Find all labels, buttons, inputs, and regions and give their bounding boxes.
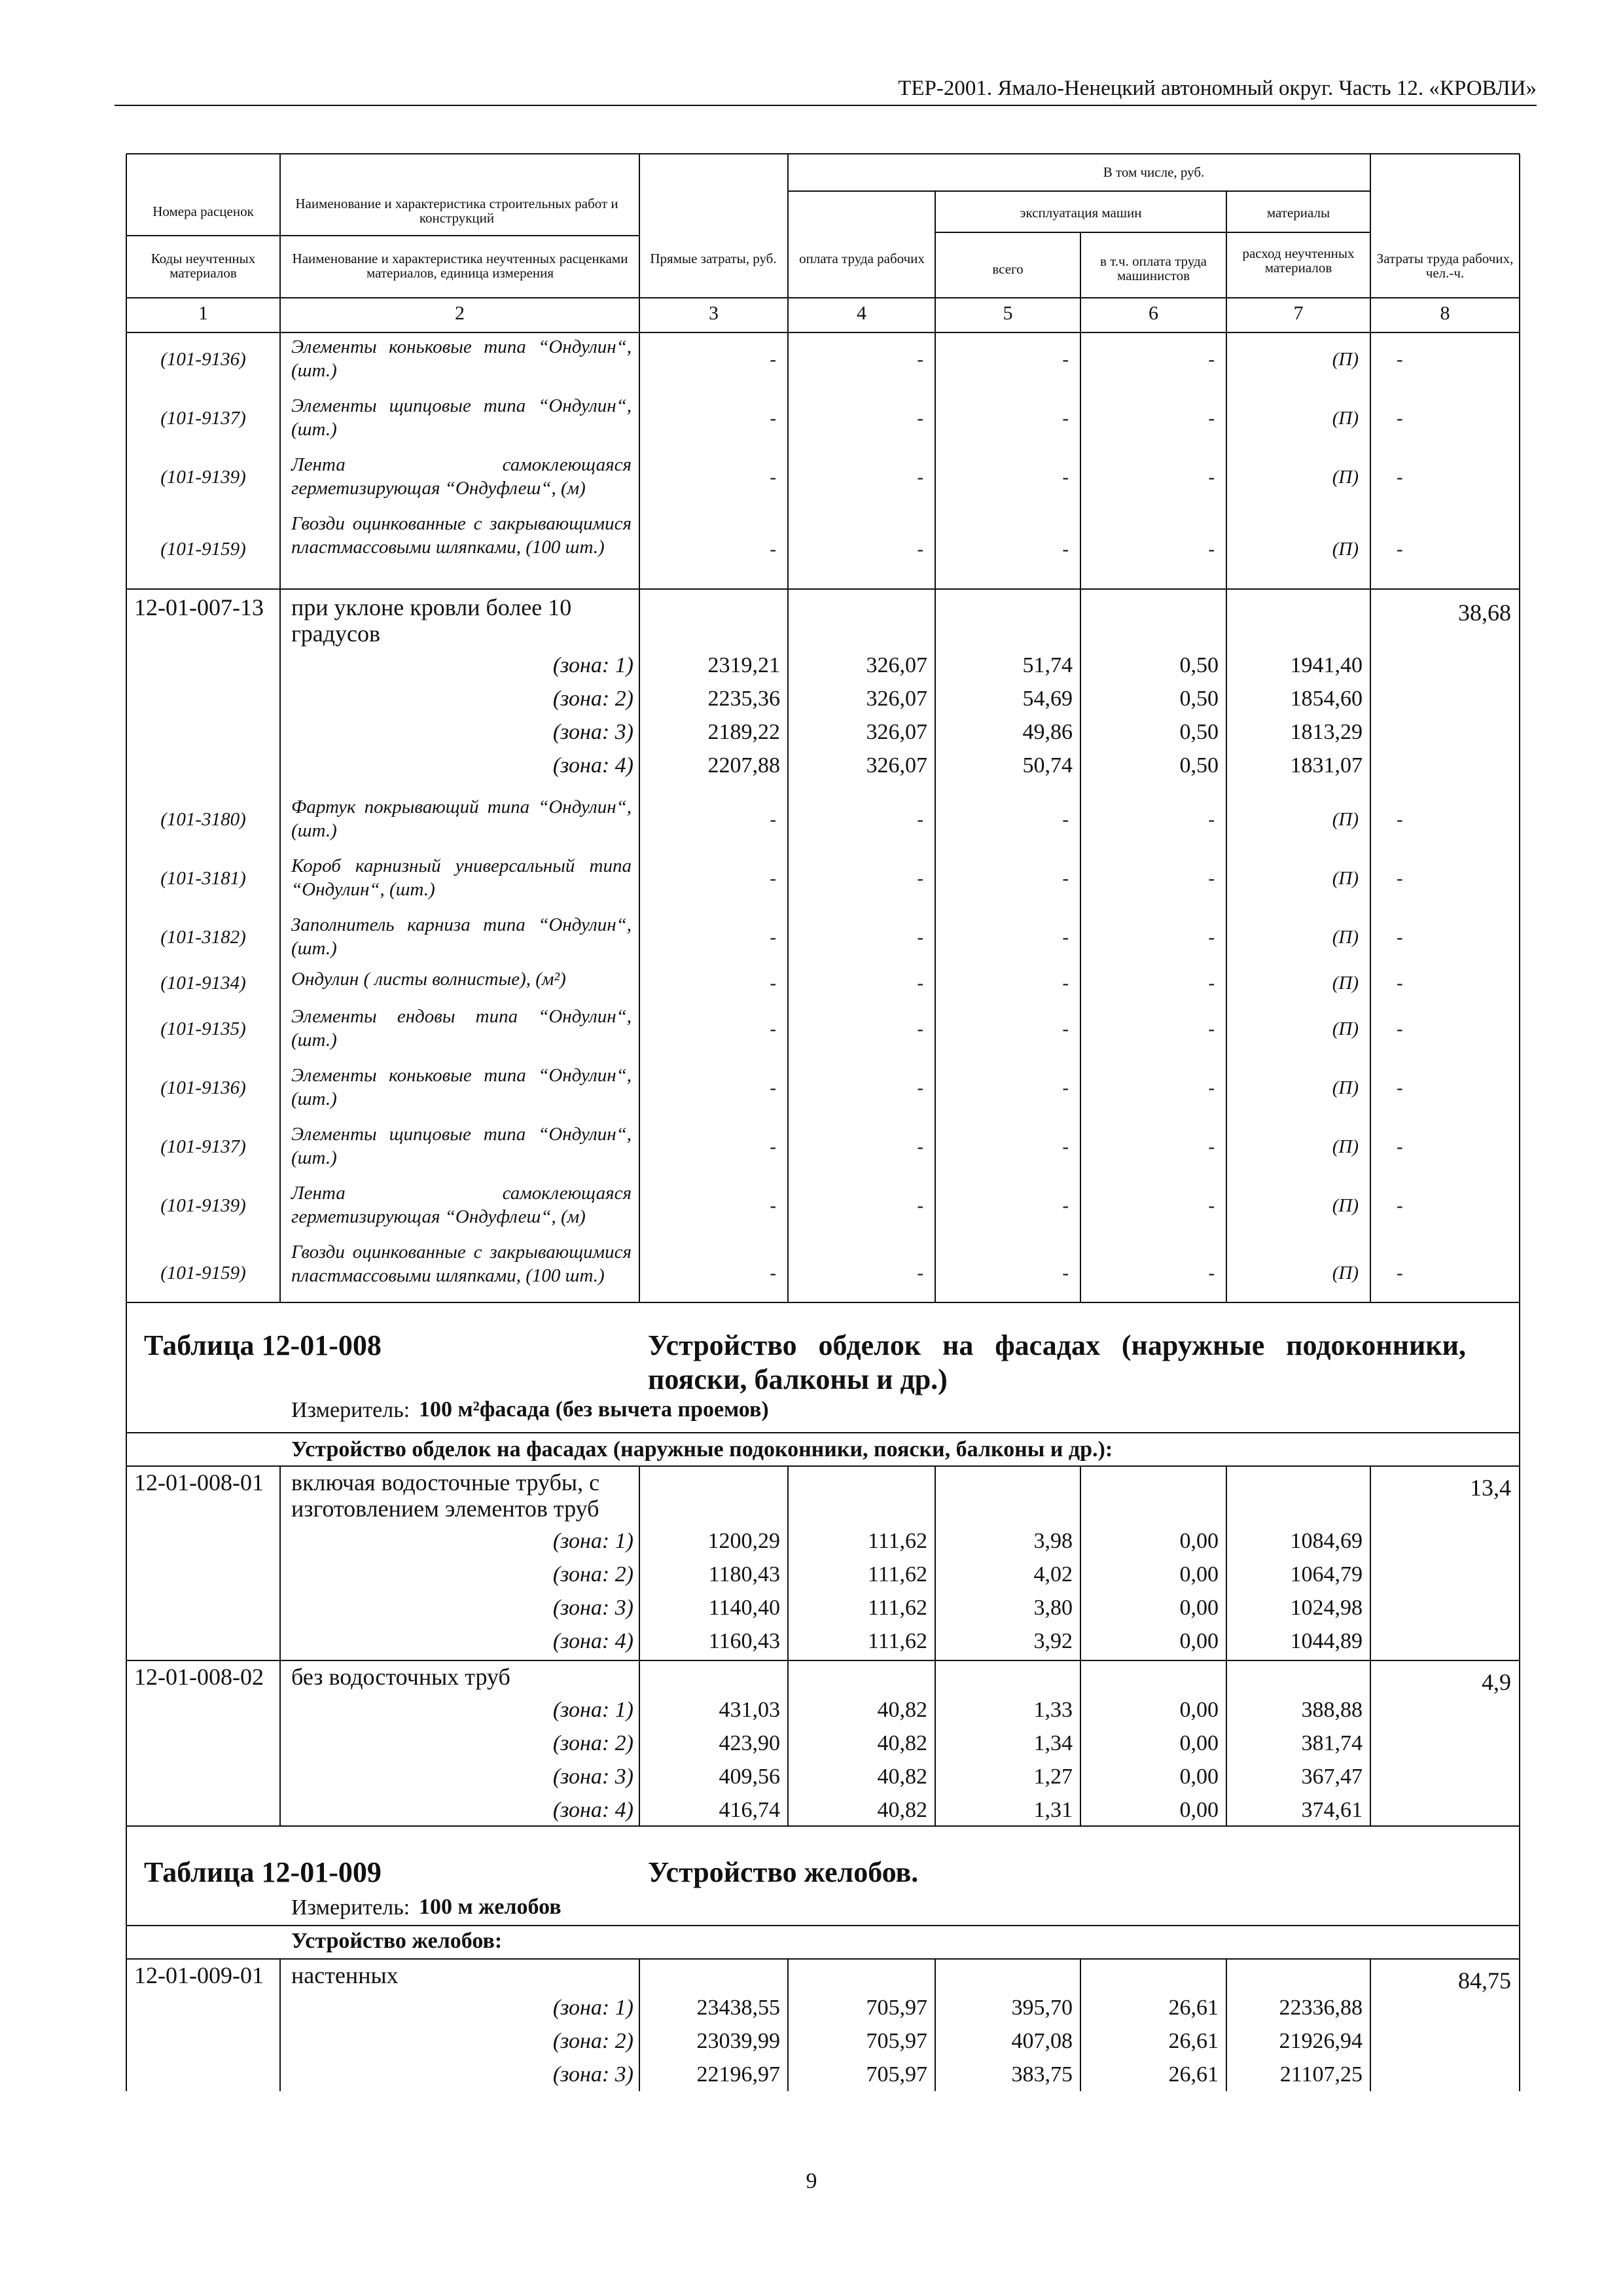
dash-cell: -: [1062, 927, 1069, 948]
zone-value: 1200,29: [707, 1529, 780, 1553]
column-number: 5: [1003, 302, 1013, 324]
zone-value: 4,02: [1033, 1562, 1073, 1587]
machines-label: эксплуатация машин: [1020, 205, 1142, 221]
dash-cell: -: [917, 1195, 923, 1216]
zone-value: 0,00: [1179, 1731, 1219, 1755]
meter-value: 100 м желобов: [419, 1895, 562, 1919]
zone-value: 54,69: [1022, 687, 1073, 711]
material-p-cell: (П): [1332, 868, 1359, 889]
zone-value: 22336,88: [1279, 1996, 1363, 2020]
zone-value: 1,34: [1033, 1731, 1073, 1755]
material-p-cell: (П): [1332, 408, 1359, 429]
labor-dash-cell: -: [1397, 809, 1403, 830]
zone-value: 367,47: [1301, 1765, 1363, 1789]
zone-value: 0,00: [1179, 1629, 1219, 1653]
material-code: (101-9136): [160, 349, 246, 370]
dash-cell: -: [1208, 539, 1215, 560]
labor-value: 13,4: [1470, 1475, 1511, 1501]
zone-value: 0,00: [1179, 1765, 1219, 1789]
material-p-cell: (П): [1332, 1195, 1359, 1216]
material-code: (101-9159): [160, 539, 246, 560]
dash-cell: -: [917, 1018, 923, 1039]
dash-cell: -: [770, 1263, 776, 1283]
zone-label: (зона: 3): [552, 1765, 633, 1789]
zone-value: 50,74: [1022, 753, 1073, 778]
zone-value: 705,97: [866, 2062, 927, 2087]
table-description: Устройство обделок на фасадах (наружные подоконники, пояски, балконы и др.): [648, 1329, 1466, 1395]
labor-dash-cell: -: [1397, 1077, 1403, 1098]
zone-value: 0,50: [1179, 687, 1219, 711]
col1-top-label: Номера расценок: [152, 204, 254, 219]
column-number: 7: [1293, 302, 1304, 324]
labor-dash-cell: -: [1397, 973, 1403, 994]
dash-cell: -: [1208, 809, 1215, 830]
col8-label: Затраты труда рабочих, чел.-ч.: [1376, 251, 1514, 281]
zone-label: (зона: 3): [552, 2062, 633, 2087]
dash-cell: -: [1062, 1077, 1069, 1098]
zone-value: 3,80: [1033, 1596, 1073, 1620]
labor-dash-cell: -: [1397, 408, 1403, 429]
zone-value: 0,00: [1179, 1596, 1219, 1620]
dash-cell: -: [770, 1077, 776, 1098]
zone-value: 1,31: [1033, 1798, 1073, 1822]
material-name: Элементы коньковые типа “Ондулин“, (шт.): [291, 336, 632, 381]
material-code: (101-9134): [160, 973, 246, 994]
zone-value: 705,97: [866, 1996, 927, 2020]
rate-code: 12-01-007-13: [134, 594, 264, 620]
material-name: Элементы щипцовые типа “Ондулин“, (шт.): [291, 1124, 632, 1168]
material-name: Ондулин ( листы волнистые), (м²): [291, 969, 566, 990]
labor-dash-cell: -: [1397, 467, 1403, 488]
dash-cell: -: [770, 809, 776, 830]
dash-cell: -: [917, 973, 923, 994]
zone-value: 416,74: [719, 1798, 780, 1822]
column-number: 6: [1149, 302, 1158, 324]
rate-name: при уклоне кровли более 10 градусов: [291, 594, 572, 647]
dash-cell: -: [1208, 927, 1215, 948]
dash-cell: -: [770, 467, 776, 488]
section-title: Устройство желобов:: [291, 1929, 503, 1953]
dash-cell: -: [770, 349, 776, 370]
rate-name: настенных: [291, 1962, 399, 1988]
running-header: ТЕР-2001. Ямало-Ненецкий автономный округ. Часть 12. «КРОВЛИ»: [115, 72, 1537, 106]
zone-value: 1044,89: [1290, 1629, 1363, 1653]
material-name: Заполнитель карниза типа “Ондулин“, (шт.): [291, 914, 632, 959]
zone-value: 1831,07: [1290, 753, 1363, 778]
dash-cell: -: [1062, 539, 1069, 560]
material-name: Гвозди оцинкованные с закрывающимися пластмассовыми шляпками, (100 шт.): [291, 513, 632, 558]
zone-value: 49,86: [1022, 720, 1073, 744]
material-p-cell: (П): [1332, 1136, 1359, 1157]
meter-value: 100 м²фасада (без вычета проемов): [419, 1397, 769, 1422]
zone-value: 381,74: [1301, 1731, 1363, 1755]
zone-value: 111,62: [868, 1629, 927, 1653]
dash-cell: -: [917, 408, 923, 429]
column-number: 4: [857, 302, 866, 324]
col1-bottom-label: Коды неучтенных материалов: [151, 251, 256, 281]
table-title: Таблица 12-01-009: [144, 1856, 382, 1888]
zone-label: (зона: 4): [552, 1629, 633, 1653]
material-p-cell: (П): [1332, 809, 1359, 830]
material-p-cell: (П): [1332, 467, 1359, 488]
material-code: (101-9135): [160, 1018, 246, 1039]
zone-label: (зона: 3): [552, 1596, 633, 1620]
zone-value: 0,50: [1179, 753, 1219, 778]
zone-value: 3,92: [1033, 1629, 1073, 1653]
zone-value: 111,62: [868, 1562, 927, 1587]
column-number: 3: [709, 302, 719, 324]
material-p-cell: (П): [1332, 927, 1359, 948]
zone-value: 26,61: [1168, 1996, 1219, 2020]
col2-top-label: Наименование и характеристика строительных работ и конструкций: [295, 196, 618, 226]
zone-value: 3,98: [1033, 1529, 1073, 1553]
dash-cell: -: [917, 927, 923, 948]
material-name: Короб карнизный универсальный типа “Ондулин“, (шт.): [291, 855, 632, 900]
zone-value: 23438,55: [696, 1996, 780, 2020]
zone-value: 383,75: [1011, 2062, 1073, 2087]
dash-cell: -: [1208, 1136, 1215, 1157]
labor-dash-cell: -: [1397, 349, 1403, 370]
materials-label: материалы: [1266, 205, 1330, 221]
dash-cell: -: [1208, 1195, 1215, 1216]
zone-value: 2207,88: [707, 753, 780, 778]
zone-value: 0,50: [1179, 720, 1219, 744]
zone-label: (зона: 4): [552, 753, 633, 778]
material-p-cell: (П): [1332, 1263, 1359, 1283]
zone-value: 326,07: [866, 653, 927, 677]
zone-label: (зона: 2): [552, 1562, 633, 1587]
dash-cell: -: [1208, 467, 1215, 488]
material-code: (101-9137): [160, 408, 246, 429]
zone-label: (зона: 1): [552, 653, 633, 677]
col2-bottom-label: Наименование и характеристика неучтенных расценками материалов, единица измерения: [292, 251, 628, 281]
zone-value: 51,74: [1022, 653, 1073, 677]
labor-dash-cell: -: [1397, 1195, 1403, 1216]
dash-cell: -: [1062, 408, 1069, 429]
material-code: (101-3181): [160, 868, 246, 889]
dash-cell: -: [1208, 1263, 1215, 1283]
zone-value: 1813,29: [1290, 720, 1363, 744]
material-code: (101-9139): [160, 1195, 246, 1216]
dash-cell: -: [1062, 1195, 1069, 1216]
material-name: Элементы коньковые типа “Ондулин“, (шт.): [291, 1065, 632, 1109]
col3-label: Прямые затраты, руб.: [650, 251, 777, 266]
zone-value: 326,07: [866, 753, 927, 778]
zone-value: 1064,79: [1290, 1562, 1363, 1587]
zone-label: (зона: 4): [552, 1798, 633, 1822]
dash-cell: -: [1062, 973, 1069, 994]
column-number: 1: [198, 302, 208, 324]
dash-cell: -: [1062, 467, 1069, 488]
column-number: 2: [455, 302, 465, 324]
zone-value: 0,50: [1179, 653, 1219, 677]
zone-value: 326,07: [866, 720, 927, 744]
dash-cell: -: [917, 809, 923, 830]
zone-value: 409,56: [719, 1765, 780, 1789]
dash-cell: -: [1208, 349, 1215, 370]
zone-label: (зона: 2): [552, 2029, 633, 2053]
material-name: Лента самоклеющаяся герметизирующая “Ондуфлеш“, (м): [291, 454, 632, 499]
dash-cell: -: [1208, 973, 1215, 994]
column-number: 8: [1440, 302, 1450, 324]
material-name: Фартук покрывающий типа “Ондулин“, (шт.): [291, 797, 632, 841]
dash-cell: -: [770, 927, 776, 948]
dash-cell: -: [770, 1195, 776, 1216]
material-p-cell: (П): [1332, 349, 1359, 370]
zone-value: 26,61: [1168, 2062, 1219, 2087]
zone-value: 0,00: [1179, 1798, 1219, 1822]
material-code: (101-9159): [160, 1263, 246, 1283]
zone-value: 0,00: [1179, 1562, 1219, 1587]
zone-value: 40,82: [877, 1765, 927, 1789]
zone-value: 705,97: [866, 2029, 927, 2053]
dash-cell: -: [917, 868, 923, 889]
dash-cell: -: [1062, 1263, 1069, 1283]
zone-value: 1160,43: [708, 1629, 780, 1653]
zone-value: 374,61: [1301, 1798, 1363, 1822]
material-name: Элементы ендовы типа “Ондулин“, (шт.): [291, 1006, 632, 1050]
zone-value: 26,61: [1168, 2029, 1219, 2053]
zone-label: (зона: 3): [552, 720, 633, 744]
dash-cell: -: [770, 868, 776, 889]
dash-cell: -: [1208, 868, 1215, 889]
dash-cell: -: [770, 1018, 776, 1039]
dash-cell: -: [1062, 1136, 1069, 1157]
dash-cell: -: [1208, 1077, 1215, 1098]
dash-cell: -: [917, 539, 923, 560]
rate-code: 12-01-008-01: [134, 1469, 264, 1496]
dash-cell: -: [917, 1136, 923, 1157]
material-code: (101-9136): [160, 1077, 246, 1098]
material-p-cell: (П): [1332, 1077, 1359, 1098]
zone-label: (зона: 2): [552, 687, 633, 711]
zone-value: 388,88: [1301, 1698, 1363, 1722]
zone-value: 326,07: [866, 687, 927, 711]
zone-value: 1,33: [1033, 1698, 1073, 1722]
table-title: Таблица 12-01-008: [144, 1329, 382, 1361]
zone-value: 1180,43: [708, 1562, 780, 1587]
zone-value: 40,82: [877, 1798, 927, 1822]
dash-cell: -: [917, 467, 923, 488]
material-p-cell: (П): [1332, 539, 1359, 560]
zone-value: 40,82: [877, 1731, 927, 1755]
dash-cell: -: [770, 539, 776, 560]
zone-value: 22196,97: [696, 2062, 780, 2087]
dash-cell: -: [770, 408, 776, 429]
labor-dash-cell: -: [1397, 539, 1403, 560]
material-p-cell: (П): [1332, 973, 1359, 994]
material-code: (101-9137): [160, 1136, 246, 1157]
material-name: Элементы щипцовые типа “Ондулин“, (шт.): [291, 395, 632, 440]
zone-value: 0,00: [1179, 1529, 1219, 1553]
zone-value: 23039,99: [696, 2029, 780, 2053]
material-name: Лента самоклеющаяся герметизирующая “Ондуфлеш“, (м): [291, 1183, 632, 1227]
dash-cell: -: [1062, 349, 1069, 370]
zone-value: 1024,98: [1290, 1596, 1363, 1620]
incl-label: В том числе, руб.: [1103, 164, 1205, 180]
col7-label: расход неучтенных материалов: [1242, 245, 1355, 276]
zone-value: 111,62: [868, 1529, 927, 1553]
zone-value: 111,62: [868, 1596, 927, 1620]
labor-value: 4,9: [1482, 1669, 1511, 1695]
material-code: (101-3182): [160, 927, 246, 948]
rate-code: 12-01-008-02: [134, 1664, 264, 1690]
zone-value: 21926,94: [1279, 2029, 1363, 2053]
zone-label: (зона: 2): [552, 1731, 633, 1755]
zone-value: 395,70: [1011, 1996, 1073, 2020]
labor-value: 84,75: [1458, 1967, 1511, 1994]
zone-value: 1,27: [1033, 1765, 1073, 1789]
zone-label: (зона: 1): [552, 1698, 633, 1722]
zone-value: 407,08: [1011, 2029, 1073, 2053]
zone-value: 2319,21: [707, 653, 780, 677]
section-title: Устройство обделок на фасадах (наружные подоконники, пояски, балконы и др.):: [291, 1437, 1113, 1462]
material-code: (101-9139): [160, 467, 246, 488]
zone-value: 1941,40: [1290, 653, 1363, 677]
zone-value: 1084,69: [1290, 1529, 1363, 1553]
rate-code: 12-01-009-01: [134, 1962, 264, 1988]
dash-cell: -: [1062, 1018, 1069, 1039]
labor-dash-cell: -: [1397, 868, 1403, 889]
dash-cell: -: [917, 349, 923, 370]
col6-label: в т.ч. оплата труда машинистов: [1100, 253, 1207, 283]
page-number: 9: [806, 2169, 817, 2193]
dash-cell: -: [917, 1263, 923, 1283]
dash-cell: -: [1062, 868, 1069, 889]
labor-dash-cell: -: [1397, 1263, 1403, 1283]
zone-value: 40,82: [877, 1698, 927, 1722]
zone-value: 21107,25: [1279, 2062, 1363, 2087]
dash-cell: -: [1208, 408, 1215, 429]
dash-cell: -: [1208, 1018, 1215, 1039]
zone-value: 431,03: [719, 1698, 780, 1722]
material-name: Гвозди оцинкованные с закрывающимися пластмассовыми шляпками, (100 шт.): [291, 1242, 632, 1286]
dash-cell: -: [770, 973, 776, 994]
meter-label: Измеритель:: [291, 1398, 410, 1422]
col4-label: оплата труда рабочих: [799, 251, 925, 266]
dash-cell: -: [1062, 809, 1069, 830]
zone-value: 423,90: [719, 1731, 780, 1755]
labor-dash-cell: -: [1397, 1136, 1403, 1157]
zone-value: 1140,40: [708, 1596, 780, 1620]
rate-name: включая водосточные трубы, с изготовлением элементов труб: [291, 1469, 600, 1522]
labor-value: 38,68: [1458, 600, 1511, 626]
zone-value: 0,00: [1179, 1698, 1219, 1722]
table-description: Устройство желобов.: [648, 1856, 919, 1888]
material-code: (101-3180): [160, 809, 246, 830]
meter-label: Измеритель:: [291, 1895, 410, 1920]
labor-dash-cell: -: [1397, 1018, 1403, 1039]
col5-label: всего: [992, 261, 1024, 277]
dash-cell: -: [770, 1136, 776, 1157]
zone-label: (зона: 1): [552, 1529, 633, 1553]
dash-cell: -: [917, 1077, 923, 1098]
zone-value: 1854,60: [1290, 687, 1363, 711]
rate-name: без водосточных труб: [291, 1664, 510, 1690]
zone-value: 2189,22: [707, 720, 780, 744]
zone-value: 2235,36: [707, 687, 780, 711]
zone-label: (зона: 1): [552, 1996, 633, 2020]
labor-dash-cell: -: [1397, 927, 1403, 948]
material-p-cell: (П): [1332, 1018, 1359, 1039]
